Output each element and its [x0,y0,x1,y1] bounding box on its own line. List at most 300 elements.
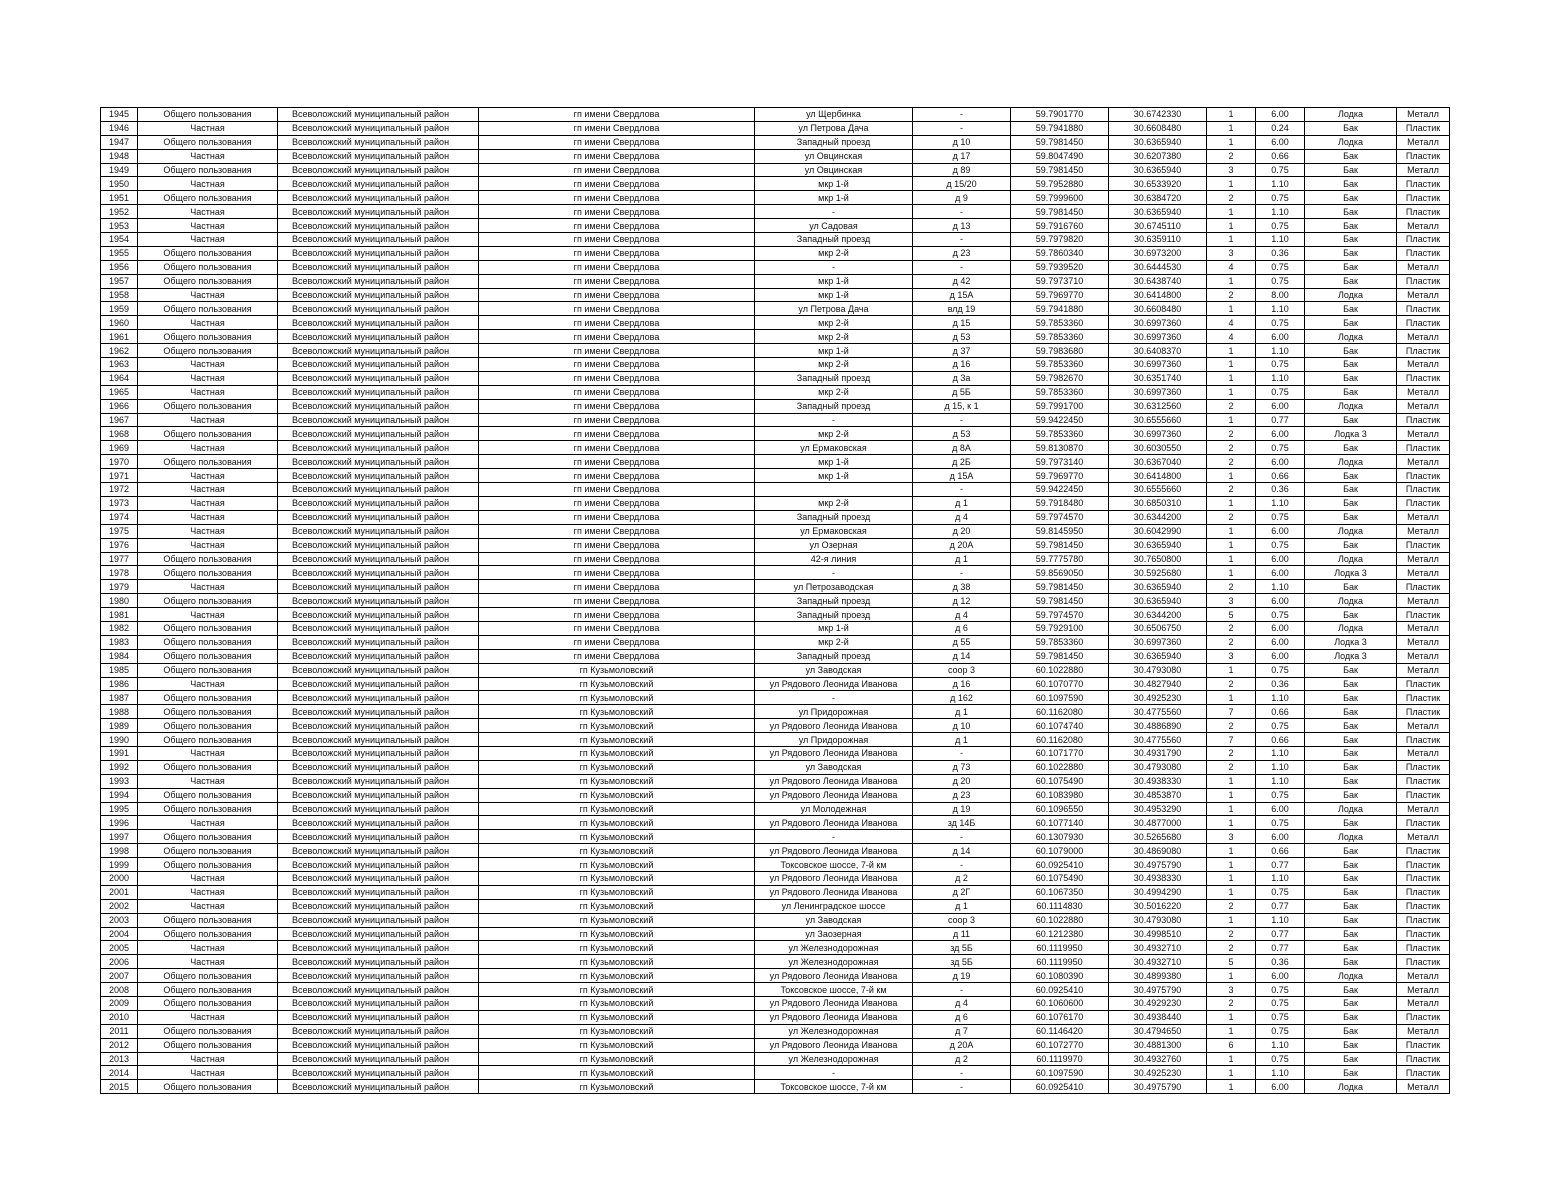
latitude-cell: 60.1119950 [1011,955,1109,969]
table-row [101,566,1450,580]
table-row [101,927,1450,941]
row-number-cell: 2006 [101,955,138,969]
ownership-type-cell: Частная [138,413,278,427]
street-cell: ул Озерная [755,538,913,552]
ownership-type-cell: Частная [138,316,278,330]
row-number-cell: 2014 [101,1066,138,1080]
ownership-type-cell: Общего пользования [138,399,278,413]
ownership-type-cell: Частная [138,941,278,955]
count-cell: 2 [1207,941,1256,955]
container-type-cell: Лодка [1305,594,1397,608]
building-cell: д 20 [913,524,1011,538]
count-cell: 1 [1207,413,1256,427]
container-type-cell: Лодка [1305,288,1397,302]
building-cell: - [913,483,1011,497]
table-row [101,455,1450,469]
material-cell: Металл [1397,135,1450,149]
latitude-cell: 60.1307930 [1011,830,1109,844]
latitude-cell: 60.0925410 [1011,1080,1109,1094]
count-cell: 1 [1207,774,1256,788]
ownership-type-cell: Общего пользования [138,1038,278,1052]
volume-cell: 0.66 [1256,733,1305,747]
longitude-cell: 30.6444530 [1109,260,1207,274]
table-body [101,108,1450,1094]
table-row [101,871,1450,885]
district-cell: Всеволожский муниципальный район [278,330,479,344]
table-row [101,941,1450,955]
latitude-cell: 59.9422450 [1011,413,1109,427]
district-cell: Всеволожский муниципальный район [278,538,479,552]
longitude-cell: 30.4869080 [1109,844,1207,858]
building-cell: д 4 [913,510,1011,524]
ownership-type-cell: Частная [138,608,278,622]
volume-cell: 6.00 [1256,455,1305,469]
building-cell: д 4 [913,997,1011,1011]
volume-cell: 0.75 [1256,191,1305,205]
row-number-cell: 1977 [101,552,138,566]
street-cell: мкр 2-й [755,358,913,372]
volume-cell: 0.77 [1256,941,1305,955]
container-type-cell: Бак [1305,844,1397,858]
material-cell: Пластик [1397,927,1450,941]
material-cell: Пластик [1397,538,1450,552]
row-number-cell: 1967 [101,413,138,427]
material-cell: Металл [1397,399,1450,413]
building-cell: - [913,205,1011,219]
table-row [101,260,1450,274]
street-cell: ул Рядового Леонида Иванова [755,885,913,899]
ownership-type-cell: Общего пользования [138,927,278,941]
volume-cell: 1.10 [1256,1066,1305,1080]
district-cell: Всеволожский муниципальный район [278,983,479,997]
latitude-cell: 60.1022880 [1011,760,1109,774]
settlement-cell: гп Кузьмоловский [479,663,755,677]
latitude-cell: 60.1074740 [1011,719,1109,733]
ownership-type-cell: Общего пользования [138,621,278,635]
building-cell: д 16 [913,358,1011,372]
settlement-cell: гп имени Свердлова [479,427,755,441]
container-type-cell: Лодка [1305,108,1397,122]
latitude-cell: 60.1119950 [1011,941,1109,955]
building-cell: д 3а [913,371,1011,385]
table-row [101,1080,1450,1094]
longitude-cell: 30.6351740 [1109,371,1207,385]
volume-cell: 6.00 [1256,330,1305,344]
district-cell: Всеволожский муниципальный район [278,358,479,372]
settlement-cell: гп имени Свердлова [479,566,755,580]
table-row [101,677,1450,691]
district-cell: Всеволожский муниципальный район [278,1066,479,1080]
volume-cell: 0.75 [1256,663,1305,677]
count-cell: 3 [1207,163,1256,177]
material-cell: Пластик [1397,1038,1450,1052]
count-cell: 1 [1207,177,1256,191]
table-row [101,121,1450,135]
street-cell: ул Рядового Леонида Иванова [755,774,913,788]
count-cell: 1 [1207,358,1256,372]
count-cell: 1 [1207,1010,1256,1024]
longitude-cell: 30.4932760 [1109,1052,1207,1066]
count-cell: 2 [1207,621,1256,635]
material-cell: Пластик [1397,496,1450,510]
longitude-cell: 30.4929230 [1109,997,1207,1011]
material-cell: Пластик [1397,788,1450,802]
settlement-cell: гп имени Свердлова [479,371,755,385]
row-number-cell: 2000 [101,871,138,885]
ownership-type-cell: Частная [138,205,278,219]
volume-cell: 0.75 [1256,538,1305,552]
building-cell: д 1 [913,899,1011,913]
street-cell: ул Рядового Леонида Иванова [755,844,913,858]
container-type-cell: Бак [1305,663,1397,677]
building-cell: д 1 [913,733,1011,747]
volume-cell: 6.00 [1256,635,1305,649]
longitude-cell: 30.4932710 [1109,955,1207,969]
volume-cell: 1.10 [1256,177,1305,191]
building-cell: д 7 [913,1024,1011,1038]
street-cell: ул Рядового Леонида Иванова [755,1038,913,1052]
table-row [101,788,1450,802]
table-row [101,899,1450,913]
material-cell: Пластик [1397,177,1450,191]
district-cell: Всеволожский муниципальный район [278,691,479,705]
street-cell: - [755,566,913,580]
row-number-cell: 1946 [101,121,138,135]
ownership-type-cell: Частная [138,524,278,538]
row-number-cell: 1996 [101,816,138,830]
count-cell: 1 [1207,871,1256,885]
volume-cell: 6.00 [1256,649,1305,663]
container-type-cell: Бак [1305,371,1397,385]
ownership-type-cell: Общего пользования [138,302,278,316]
material-cell: Металл [1397,969,1450,983]
longitude-cell: 30.6359110 [1109,233,1207,247]
building-cell: д 53 [913,330,1011,344]
row-number-cell: 1960 [101,316,138,330]
count-cell: 1 [1207,538,1256,552]
district-cell: Всеволожский муниципальный район [278,774,479,788]
row-number-cell: 1998 [101,844,138,858]
latitude-cell: 59.7853360 [1011,385,1109,399]
table-row [101,358,1450,372]
count-cell: 3 [1207,246,1256,260]
street-cell: ул Железнодорожная [755,1024,913,1038]
settlement-cell: гп Кузьмоловский [479,997,755,1011]
material-cell: Пластик [1397,413,1450,427]
building-cell: д 6 [913,1010,1011,1024]
material-cell: Пластик [1397,677,1450,691]
latitude-cell: 60.1072770 [1011,1038,1109,1052]
district-cell: Всеволожский муниципальный район [278,927,479,941]
building-cell: д 20А [913,538,1011,552]
building-cell: д 89 [913,163,1011,177]
count-cell: 2 [1207,427,1256,441]
settlement-cell: гп Кузьмоловский [479,677,755,691]
street-cell: ул Рядового Леонида Иванова [755,719,913,733]
row-number-cell: 1957 [101,274,138,288]
district-cell: Всеволожский муниципальный район [278,108,479,122]
ownership-type-cell: Частная [138,233,278,247]
count-cell: 2 [1207,483,1256,497]
district-cell: Всеволожский муниципальный район [278,483,479,497]
count-cell: 1 [1207,233,1256,247]
count-cell: 1 [1207,205,1256,219]
volume-cell: 1.10 [1256,233,1305,247]
table-row [101,580,1450,594]
building-cell: д 8А [913,441,1011,455]
count-cell: 2 [1207,441,1256,455]
container-type-cell: Бак [1305,358,1397,372]
container-type-cell: Бак [1305,997,1397,1011]
street-cell: - [755,1066,913,1080]
container-type-cell: Бак [1305,927,1397,941]
ownership-type-cell: Общего пользования [138,260,278,274]
volume-cell: 1.10 [1256,371,1305,385]
longitude-cell: 30.4932710 [1109,941,1207,955]
longitude-cell: 30.6555660 [1109,483,1207,497]
table-row [101,816,1450,830]
volume-cell: 6.00 [1256,621,1305,635]
container-type-cell: Бак [1305,1038,1397,1052]
material-cell: Пластик [1397,816,1450,830]
street-cell: мкр 2-й [755,316,913,330]
volume-cell: 1.10 [1256,302,1305,316]
longitude-cell: 30.4975790 [1109,858,1207,872]
ownership-type-cell: Частная [138,816,278,830]
building-cell: д 2Б [913,455,1011,469]
volume-cell: 6.00 [1256,399,1305,413]
street-cell: мкр 2-й [755,496,913,510]
street-cell: ул Овцинская [755,149,913,163]
longitude-cell: 30.4793080 [1109,913,1207,927]
settlement-cell: гп имени Свердлова [479,594,755,608]
district-cell: Всеволожский муниципальный район [278,413,479,427]
street-cell: Западный проезд [755,371,913,385]
row-number-cell: 1985 [101,663,138,677]
container-type-cell: Лодка [1305,1080,1397,1094]
building-cell: д 9 [913,191,1011,205]
table-row [101,205,1450,219]
latitude-cell: 59.7853360 [1011,427,1109,441]
longitude-cell: 30.4794650 [1109,1024,1207,1038]
settlement-cell: гп имени Свердлова [479,135,755,149]
material-cell: Пластик [1397,858,1450,872]
table-row [101,246,1450,260]
table-row [101,649,1450,663]
ownership-type-cell: Частная [138,177,278,191]
latitude-cell: 60.1083980 [1011,788,1109,802]
building-cell: - [913,108,1011,122]
street-cell: - [755,830,913,844]
table-row [101,663,1450,677]
count-cell: 1 [1207,1080,1256,1094]
district-cell: Всеволожский муниципальный район [278,177,479,191]
container-type-cell: Бак [1305,899,1397,913]
row-number-cell: 1984 [101,649,138,663]
row-number-cell: 2001 [101,885,138,899]
volume-cell: 0.75 [1256,1010,1305,1024]
table-row [101,344,1450,358]
material-cell: Пластик [1397,441,1450,455]
longitude-cell: 30.4938330 [1109,774,1207,788]
volume-cell: 0.66 [1256,705,1305,719]
latitude-cell: 60.1075490 [1011,774,1109,788]
volume-cell: 1.10 [1256,871,1305,885]
ownership-type-cell: Частная [138,469,278,483]
material-cell: Пластик [1397,774,1450,788]
ownership-type-cell: Общего пользования [138,788,278,802]
count-cell: 2 [1207,191,1256,205]
district-cell: Всеволожский муниципальный район [278,899,479,913]
count-cell: 1 [1207,691,1256,705]
material-cell: Пластик [1397,913,1450,927]
district-cell: Всеволожский муниципальный район [278,913,479,927]
table-row [101,830,1450,844]
latitude-cell: 59.7941880 [1011,302,1109,316]
volume-cell: 0.66 [1256,469,1305,483]
district-cell: Всеволожский муниципальный район [278,1010,479,1024]
district-cell: Всеволожский муниципальный район [278,1038,479,1052]
volume-cell: 0.75 [1256,788,1305,802]
settlement-cell: гп имени Свердлова [479,302,755,316]
longitude-cell: 30.6742330 [1109,108,1207,122]
volume-cell: 0.75 [1256,983,1305,997]
building-cell: соор 3 [913,663,1011,677]
count-cell: 1 [1207,344,1256,358]
settlement-cell: гп имени Свердлова [479,580,755,594]
row-number-cell: 1989 [101,719,138,733]
row-number-cell: 1993 [101,774,138,788]
street-cell: - [755,260,913,274]
latitude-cell: 59.8569050 [1011,566,1109,580]
row-number-cell: 1991 [101,746,138,760]
table-row [101,385,1450,399]
street-cell: ул Ленинградское шоссе [755,899,913,913]
street-cell: ул Железнодорожная [755,1052,913,1066]
row-number-cell: 1995 [101,802,138,816]
building-cell: д 23 [913,788,1011,802]
table-row [101,705,1450,719]
street-cell: мкр 1-й [755,288,913,302]
latitude-cell: 59.7973710 [1011,274,1109,288]
building-cell: - [913,233,1011,247]
longitude-cell: 30.6608480 [1109,121,1207,135]
building-cell: д 2 [913,1052,1011,1066]
settlement-cell: гп Кузьмоловский [479,844,755,858]
longitude-cell: 30.4938330 [1109,871,1207,885]
row-number-cell: 2003 [101,913,138,927]
street-cell: мкр 1-й [755,274,913,288]
material-cell: Пластик [1397,233,1450,247]
row-number-cell: 1971 [101,469,138,483]
street-cell: мкр 1-й [755,469,913,483]
longitude-cell: 30.6533920 [1109,177,1207,191]
material-cell: Металл [1397,455,1450,469]
latitude-cell: 60.1119970 [1011,1052,1109,1066]
ownership-type-cell: Частная [138,1010,278,1024]
building-cell: д 20 [913,774,1011,788]
street-cell: ул Железнодорожная [755,955,913,969]
material-cell: Пластик [1397,580,1450,594]
street-cell: мкр 1-й [755,455,913,469]
table-row [101,219,1450,233]
latitude-cell: 60.1096550 [1011,802,1109,816]
row-number-cell: 1979 [101,580,138,594]
volume-cell: 6.00 [1256,594,1305,608]
settlement-cell: гп имени Свердлова [479,121,755,135]
container-type-cell: Лодка [1305,552,1397,566]
latitude-cell: 59.7981450 [1011,649,1109,663]
district-cell: Всеволожский муниципальный район [278,316,479,330]
building-cell: д 10 [913,135,1011,149]
table-row [101,733,1450,747]
longitude-cell: 30.6367040 [1109,455,1207,469]
container-type-cell: Лодка 3 [1305,649,1397,663]
street-cell: мкр 2-й [755,330,913,344]
latitude-cell: 60.1022880 [1011,663,1109,677]
volume-cell: 0.75 [1256,441,1305,455]
volume-cell: 0.75 [1256,219,1305,233]
count-cell: 3 [1207,649,1256,663]
table-row [101,413,1450,427]
ownership-type-cell: Общего пользования [138,108,278,122]
table-row [101,844,1450,858]
material-cell: Пластик [1397,371,1450,385]
material-cell: Пластик [1397,121,1450,135]
latitude-cell: 60.1067350 [1011,885,1109,899]
street-cell: Западный проезд [755,399,913,413]
container-type-cell: Бак [1305,885,1397,899]
district-cell: Всеволожский муниципальный район [278,246,479,260]
district-cell: Всеволожский муниципальный район [278,274,479,288]
container-type-cell: Лодка [1305,524,1397,538]
row-number-cell: 1958 [101,288,138,302]
count-cell: 1 [1207,802,1256,816]
building-cell: д 42 [913,274,1011,288]
longitude-cell: 30.5016220 [1109,899,1207,913]
longitude-cell: 30.6344200 [1109,510,1207,524]
ownership-type-cell: Частная [138,510,278,524]
volume-cell: 6.00 [1256,135,1305,149]
settlement-cell: гп Кузьмоловский [479,1024,755,1038]
count-cell: 5 [1207,955,1256,969]
material-cell: Металл [1397,108,1450,122]
container-type-cell: Лодка [1305,330,1397,344]
latitude-cell: 60.1070770 [1011,677,1109,691]
settlement-cell: гп имени Свердлова [479,385,755,399]
row-number-cell: 2011 [101,1024,138,1038]
longitude-cell: 30.4877000 [1109,816,1207,830]
latitude-cell: 59.8145950 [1011,524,1109,538]
settlement-cell: гп имени Свердлова [479,413,755,427]
settlement-cell: гп Кузьмоловский [479,1010,755,1024]
count-cell: 1 [1207,274,1256,288]
table-row [101,524,1450,538]
longitude-cell: 30.6207380 [1109,149,1207,163]
container-type-cell: Бак [1305,955,1397,969]
ownership-type-cell: Общего пользования [138,1080,278,1094]
street-cell: мкр 1-й [755,177,913,191]
row-number-cell: 2008 [101,983,138,997]
ownership-type-cell: Частная [138,899,278,913]
material-cell: Пластик [1397,1066,1450,1080]
volume-cell: 1.10 [1256,746,1305,760]
table-row [101,983,1450,997]
count-cell: 1 [1207,1024,1256,1038]
volume-cell: 1.10 [1256,496,1305,510]
district-cell: Всеволожский муниципальный район [278,649,479,663]
container-type-cell: Бак [1305,871,1397,885]
